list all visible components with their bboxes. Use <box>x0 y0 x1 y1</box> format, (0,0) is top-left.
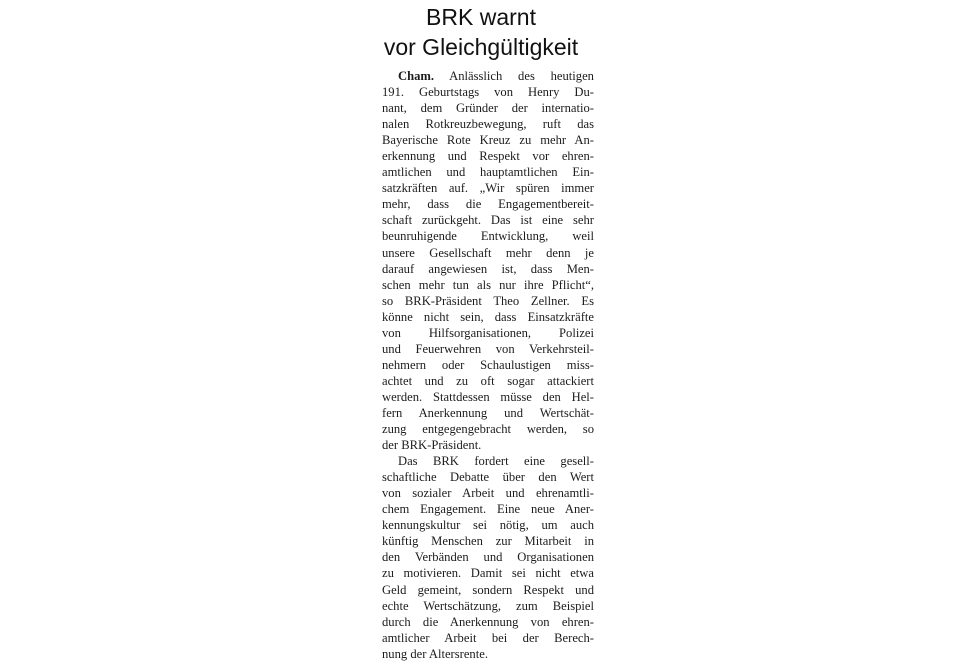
text-line: der BRK-Präsident. <box>382 438 482 453</box>
text-line: so BRK-Präsident Theo Zellner. Es <box>382 293 594 308</box>
dateline: Cham. <box>398 69 435 83</box>
text-line: von sozialer Arbeit und ehrenamtli- <box>382 486 594 501</box>
text-line: nant, dem Gründer der internatio- <box>382 101 594 116</box>
text-line: nehmern oder Schaulustigen miss- <box>382 357 594 372</box>
text-line: und Feuerwehren von Verkehrsteil- <box>382 341 594 356</box>
article-first-line <box>382 68 594 84</box>
first-line-text: Anlässlich des heutigen <box>449 69 594 83</box>
text-line: werden. Stattdessen müsse den Hel- <box>382 389 594 404</box>
text-line: 191. Geburtstags von Henry Du- <box>382 85 594 100</box>
text-line: Geld gemeint, sondern Respekt und <box>382 582 594 597</box>
text-line: zu motivieren. Damit sei nicht etwa <box>382 566 594 581</box>
newspaper-clipping <box>365 0 597 661</box>
text-line: satzkräften auf. „Wir spüren immer <box>382 181 594 196</box>
text-line: echte Wertschätzung, zum Beispiel <box>382 598 594 613</box>
headline-line-1: BRK warnt <box>426 4 536 30</box>
text-line: nung der Altersrente. <box>382 646 488 661</box>
article-body <box>365 68 594 662</box>
text-line: den Verbänden und Organisationen <box>382 550 594 565</box>
text-line: darauf angewiesen ist, dass Men- <box>382 261 594 276</box>
text-line: Bayerische Rote Kreuz zu mehr An- <box>382 133 594 148</box>
text-line: kennungskultur sei nötig, um auch <box>382 518 594 533</box>
text-line: zung entgegengebracht werden, so <box>382 422 594 437</box>
headline-line-2: vor Gleichgültigkeit <box>383 34 579 60</box>
text-line: amtlichen und hauptamtlichen Ein- <box>382 165 594 180</box>
text-line: Das BRK fordert eine gesell- <box>398 454 594 469</box>
text-line: fern Anerkennung und Wertschät- <box>382 405 594 420</box>
text-line: schaft zurückgeht. Das ist eine sehr <box>382 213 594 228</box>
text-line: amtlicher Arbeit bei der Berech- <box>382 630 594 645</box>
text-line: chem Engagement. Eine neue Aner- <box>382 502 594 517</box>
text-line: von Hilfsorganisationen, Polizei <box>382 325 594 340</box>
text-line: schaftliche Debatte über den Wert <box>382 470 594 485</box>
text-line: künftig Menschen zur Mitarbeit in <box>382 534 594 549</box>
text-line: achtet und zu oft sogar attackiert <box>382 373 594 388</box>
headline <box>365 2 597 62</box>
text-line: schen mehr tun als nur ihre Pflicht“, <box>382 277 594 292</box>
text-line: mehr, dass die Engagementbereit- <box>382 197 594 212</box>
text-line: beunruhigende Entwicklung, weil <box>382 229 594 244</box>
text-line: könne nicht sein, dass Einsatzkräfte <box>382 309 594 324</box>
text-line: erkennung und Respekt vor ehren- <box>382 149 594 164</box>
text-line: nalen Rotkreuzbewegung, ruft das <box>382 117 594 132</box>
text-line: unsere Gesellschaft mehr denn je <box>382 245 594 260</box>
text-line: durch die Anerkennung von ehren- <box>382 614 594 629</box>
